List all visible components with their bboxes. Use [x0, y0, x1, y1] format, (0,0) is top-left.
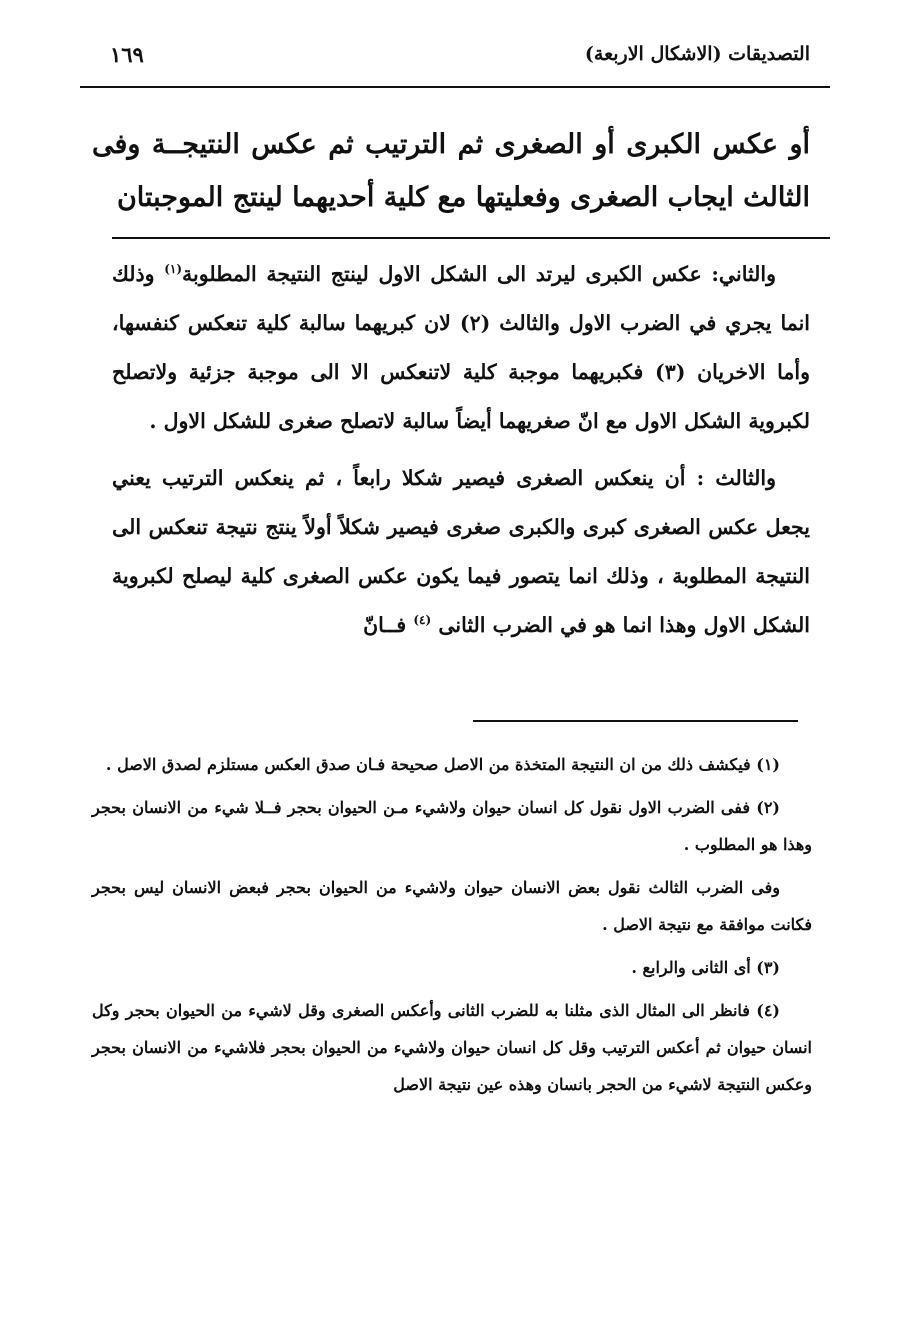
commentary-paragraph-1 [112, 250, 810, 446]
commentary-text: والثاني: عكس الكبرى ليرتد الى الشكل الاول لينتج النتيجة المطلوبة [182, 262, 776, 286]
running-title: التصديقات (الاشكال الاربعة) [584, 43, 810, 65]
matn-text-block [92, 118, 810, 224]
running-header [110, 34, 810, 74]
commentary-text: وذلك انما يجري في الضرب الاول والثالث (٢) لان كبريهما سالبة كلية تنعكس كنفسها، وأما الاخريان (٣) فكبريهما موجبة كلية لاتنعكس الا الى موجبة جزئية ولاتصلح لكبروية الشكل الاول مع انّ صغريهما أيضاً سالبة لاتصلح صغرى للشكل الاول . [112, 262, 810, 433]
commentary-block [112, 250, 810, 658]
footnote-separator [473, 720, 798, 722]
page-number: ١٦٩ [110, 41, 144, 67]
matn-paragraph: أو عكس الكبرى أو الصغرى ثم الترتيب ثم عكس النتيجــة وفى الثالث ايجاب الصغرى وفعليتها مع كلية أحديهما لينتج الموجبتان [92, 129, 810, 213]
footnote-ref-1: (١) [164, 262, 183, 277]
footnote-1: (١) فيكشف ذلك من ان النتيجة المتخذة من الاصل صحيحة فـان صدق العكس مستلزم لصدق الاصل . [105, 755, 780, 774]
matn-divider [112, 237, 830, 239]
commentary-paragraph-2 [112, 454, 810, 650]
footnote-2-continuation: وفى الضرب الثالث نقول بعض الانسان حيوان ولاشيء من الحيوان بحجر فبعض الانسان ليس بحجر فكانت موافقة مع نتيجة الاصل . [92, 878, 812, 934]
footnote-4: (٤) فانظر الى المثال الذى مثلنا به للضرب الثانى وأعكس الصغرى وقل لاشيء من الحيوان بحجر وكل انسان حيوان ثم أعكس الترتيب وقل كل انسان حيوان ولاشيء من الحيوان بحجر فلاشيء من الانسان بحجر وعكس النتيجة لاشيء من الحجر بانسان وهذه عين نتيجة الاصل [92, 1001, 812, 1094]
footnotes-block [92, 746, 812, 1109]
footnote-3: (٣) أى الثانى والرابع . [631, 958, 780, 977]
commentary-text: فــانّ [363, 613, 414, 637]
footnote-ref-4: (٤) [413, 613, 432, 628]
commentary-text: والثالث : أن ينعكس الصغرى فيصير شكلا رابعاً ، ثم ينعكس الترتيب يعني يجعل عكس الصغرى كبرى والكبرى صغرى فيصير شكلاً أولاً ينتج نتيجة تنعكس الى النتيجة المطلوبة ، وذلك انما يتصور فيما يكون عكس الصغرى كلية ليصلح لكبروية الشكل الاول وهذا انما هو في الضرب الثانى [112, 466, 810, 637]
footnote-2: (٢) ففى الضرب الاول نقول كل انسان حيوان ولاشيء مـن الحيوان بحجر فــلا شيء من الانسان بحجر وهذا هو المطلوب . [92, 798, 812, 854]
header-divider [80, 86, 830, 88]
